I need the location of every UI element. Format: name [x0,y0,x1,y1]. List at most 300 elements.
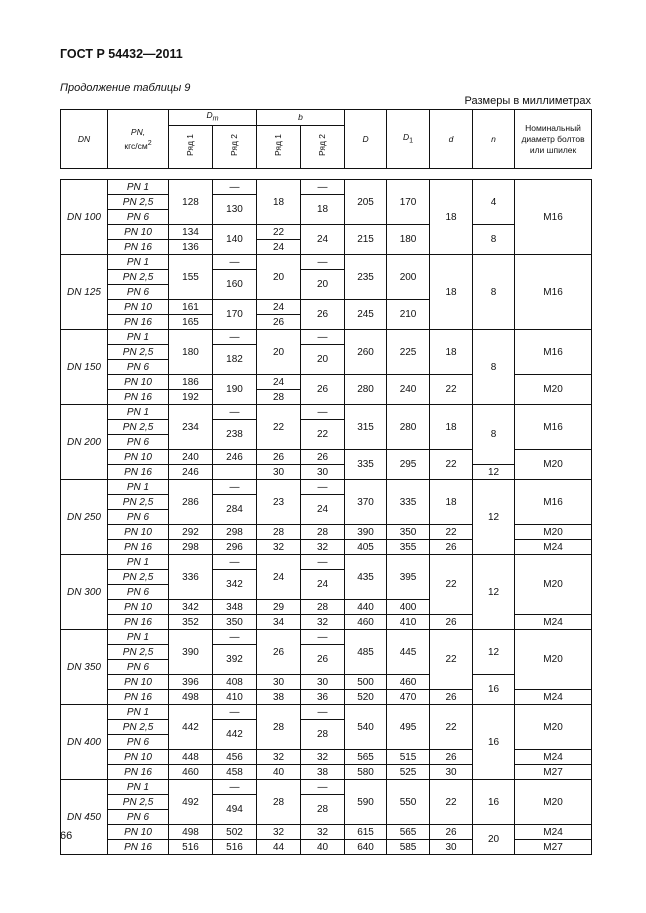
bolt-count-cell: 16 [473,705,515,780]
hole-diameter-cell: 18 [430,330,473,375]
d1-cell: 525 [387,765,430,780]
d1-cell: 210 [387,300,430,330]
d-outer-cell: 315 [345,405,387,450]
pn-cell: PN 2,5 [108,270,169,285]
hole-diameter-cell: 18 [430,405,473,450]
dn-cell: DN 350 [61,630,108,705]
d-outer-cell: 370 [345,480,387,525]
pn-cell: PN 6 [108,360,169,375]
b-row2-cell: 26 [301,375,345,405]
page-number: 66 [60,830,73,842]
header-dm-row1: Ряд 1 [169,126,213,169]
pn-cell: PN 16 [108,690,169,705]
d1-cell: 350 [387,525,430,540]
b-row2-cell: — [301,555,345,570]
hole-diameter-cell: 18 [430,255,473,330]
d-outer-cell: 435 [345,555,387,600]
bolt-size-cell: M24 [515,750,592,765]
dm-row2-cell: 442 [213,720,257,750]
d-outer-cell: 520 [345,690,387,705]
dm-row2-cell: — [213,480,257,495]
b-row1-cell: 44 [257,840,301,855]
dm-row2-cell: 516 [213,840,257,855]
b-row1-cell: 32 [257,825,301,840]
dn-cell: DN 400 [61,705,108,780]
d1-cell: 355 [387,540,430,555]
bolt-size-cell: M20 [515,525,592,540]
b-row1-cell: 40 [257,765,301,780]
d-outer-cell: 615 [345,825,387,840]
bolt-count-cell: 8 [473,255,515,330]
dm-row1-cell: 498 [169,825,213,840]
table-row [61,555,592,570]
b-row1-cell: 38 [257,690,301,705]
pn-cell: PN 16 [108,540,169,555]
pn-cell: PN 6 [108,810,169,825]
pn-cell: PN 6 [108,510,169,525]
dm-row2-cell: 456 [213,750,257,765]
pn-cell: PN 1 [108,405,169,420]
hole-diameter-cell: 22 [430,555,473,615]
dm-row1-cell: 286 [169,480,213,525]
pn-cell: PN 1 [108,330,169,345]
d1-cell: 550 [387,780,430,825]
b-row2-cell: 32 [301,825,345,840]
bolt-count-cell: 12 [473,480,515,555]
b-row1-cell: 30 [257,465,301,480]
b-row1-cell: 32 [257,750,301,765]
bolt-count-cell: 8 [473,330,515,405]
hole-diameter-cell: 22 [430,450,473,480]
table-row [61,225,592,240]
dm-row1-cell: 492 [169,780,213,825]
b-row2-cell: 30 [301,465,345,480]
bolt-count-cell: 8 [473,405,515,465]
bolt-count-cell: 12 [473,630,515,675]
header-b-row1: Ряд 1 [257,126,301,169]
b-row2-cell: — [301,480,345,495]
hole-diameter-cell: 22 [430,525,473,540]
b-row2-cell: 32 [301,750,345,765]
dm-row1-cell: 234 [169,405,213,450]
dn-cell: DN 250 [61,480,108,555]
bolt-size-cell: M24 [515,690,592,705]
pn-cell: PN 10 [108,225,169,240]
header-pn: PN, кгс/$см^2$ [108,110,169,169]
dm-row2-cell: 494 [213,795,257,825]
b-row2-cell: — [301,705,345,720]
dm-row1-cell: 292 [169,525,213,540]
dm-row2-cell: 392 [213,645,257,675]
hole-diameter-cell: 30 [430,840,473,855]
dm-row2-cell: 140 [213,225,257,255]
d-outer-cell: 405 [345,540,387,555]
hole-diameter-cell: 26 [430,615,473,630]
bolt-count-cell: 12 [473,465,515,480]
dn-cell: DN 100 [61,180,108,255]
dm-row2-cell: 342 [213,570,257,600]
b-row1-cell: 32 [257,540,301,555]
b-row1-cell: 28 [257,525,301,540]
pn-cell: PN 10 [108,750,169,765]
d1-cell: 470 [387,690,430,705]
d1-cell: 565 [387,825,430,840]
pn-cell: PN 1 [108,555,169,570]
bolt-size-cell: M20 [515,555,592,615]
bolt-size-cell: M27 [515,765,592,780]
pn-cell: PN 6 [108,585,169,600]
pn-cell: PN 1 [108,480,169,495]
b-row1-cell: 26 [257,630,301,675]
units-note: Размеры в миллиметрах [464,95,591,107]
b-row2-cell: 28 [301,525,345,540]
bolt-size-cell: M27 [515,840,592,855]
pn-cell: PN 2,5 [108,420,169,435]
b-row1-cell: 30 [257,675,301,690]
dm-row2-cell: 298 [213,525,257,540]
dm-row1-cell: 134 [169,225,213,240]
b-row1-cell: 23 [257,480,301,525]
table-caption: Продолжение таблицы 9 [60,82,191,94]
b-row1-cell: 28 [257,705,301,750]
d1-cell: 200 [387,255,430,300]
d1-cell: 400 [387,600,430,615]
b-row2-cell: — [301,780,345,795]
dm-row2-cell [213,465,257,480]
b-row2-cell: — [301,255,345,270]
pn-cell: PN 1 [108,255,169,270]
document-id: ГОСТ Р 54432—2011 [60,47,183,61]
pn-cell: PN 16 [108,315,169,330]
d-outer-cell: 235 [345,255,387,300]
header-spacer [61,169,592,180]
dm-row2-cell: — [213,630,257,645]
bolt-size-cell: M20 [515,375,592,405]
dm-row2-cell: 160 [213,270,257,300]
dm-row1-cell: 240 [169,450,213,465]
dm-row1-cell: 155 [169,255,213,300]
b-row2-cell: 28 [301,720,345,750]
d-outer-cell: 260 [345,330,387,375]
d1-cell: 180 [387,225,430,255]
dm-row2-cell: 182 [213,345,257,375]
table-row [61,405,592,420]
table-row [61,780,592,795]
b-row1-cell: 34 [257,615,301,630]
b-row2-cell: 20 [301,345,345,375]
bolt-count-cell: 4 [473,180,515,225]
dm-row1-cell: 396 [169,675,213,690]
b-row2-cell: 26 [301,450,345,465]
d1-cell: 585 [387,840,430,855]
pn-cell: PN 16 [108,765,169,780]
b-row1-cell: 24 [257,555,301,600]
bolt-size-cell: M16 [515,330,592,375]
dm-row2-cell: 284 [213,495,257,525]
table-row [61,465,592,480]
b-row1-cell: 29 [257,600,301,615]
bolt-size-cell: M24 [515,615,592,630]
hole-diameter-cell: 26 [430,750,473,765]
b-row1-cell: 24 [257,375,301,390]
d1-cell: 295 [387,450,430,480]
b-row2-cell: — [301,180,345,195]
dm-row2-cell: 348 [213,600,257,615]
dm-row1-cell: 161 [169,300,213,315]
dn-cell: DN 450 [61,780,108,855]
dm-row1-cell: 460 [169,765,213,780]
dn-cell: DN 150 [61,330,108,405]
dm-row1-cell: 246 [169,465,213,480]
d-outer-cell: 245 [345,300,387,330]
dm-row1-cell: 498 [169,690,213,705]
dm-row2-cell: 296 [213,540,257,555]
pn-cell: PN 2,5 [108,720,169,735]
pn-cell: PN 2,5 [108,345,169,360]
dm-row2-cell: 410 [213,690,257,705]
header-b: b [257,110,345,126]
pn-cell: PN 6 [108,285,169,300]
d-outer-cell: 390 [345,525,387,540]
b-row2-cell: 28 [301,600,345,615]
d1-cell: 170 [387,180,430,225]
bolt-size-cell: M16 [515,180,592,255]
d1-cell: 280 [387,405,430,450]
dm-row2-cell: 502 [213,825,257,840]
b-row1-cell: 20 [257,255,301,300]
dm-row1-cell: 165 [169,315,213,330]
b-row2-cell: 20 [301,270,345,300]
b-row2-cell: 40 [301,840,345,855]
pn-cell: PN 16 [108,465,169,480]
b-row1-cell: 24 [257,300,301,315]
pn-cell: PN 2,5 [108,570,169,585]
hole-diameter-cell: 26 [430,540,473,555]
d-outer-cell: 580 [345,765,387,780]
pn-cell: PN 1 [108,180,169,195]
b-row2-cell: 26 [301,645,345,675]
pn-cell: PN 6 [108,735,169,750]
d1-cell: 225 [387,330,430,375]
d-outer-cell: 205 [345,180,387,225]
header-b-row2: Ряд 2 [301,126,345,169]
bolt-size-cell: M20 [515,630,592,690]
b-row2-cell: 18 [301,195,345,225]
dm-row1-cell: 136 [169,240,213,255]
dm-row1-cell: 342 [169,600,213,615]
pn-cell: PN 10 [108,525,169,540]
hole-diameter-cell: 26 [430,825,473,840]
pn-cell: PN 10 [108,600,169,615]
pn-cell: PN 10 [108,375,169,390]
hole-diameter-cell: 22 [430,780,473,825]
dm-row1-cell: 186 [169,375,213,390]
d-outer-cell: 540 [345,705,387,750]
header-bolt: Номинальный диаметр болтов или шпилек [515,110,592,169]
table-row [61,480,592,495]
b-row2-cell: 30 [301,675,345,690]
flange-dimensions-table [60,109,592,855]
hole-diameter-cell: 26 [430,690,473,705]
bolt-count-cell: 16 [473,780,515,825]
dm-row2-cell: 246 [213,450,257,465]
bolt-size-cell: M24 [515,540,592,555]
b-row2-cell: 32 [301,615,345,630]
dm-row1-cell: 192 [169,390,213,405]
d-outer-cell: 280 [345,375,387,405]
d-outer-cell: 215 [345,225,387,255]
dm-row2-cell: 458 [213,765,257,780]
pn-cell: PN 10 [108,675,169,690]
dm-row1-cell: 448 [169,750,213,765]
b-row2-cell: 26 [301,300,345,330]
d-outer-cell: 460 [345,615,387,630]
pn-cell: PN 6 [108,210,169,225]
dm-row2-cell: — [213,255,257,270]
b-row1-cell: 18 [257,180,301,225]
dm-row2-cell: — [213,180,257,195]
table-row [61,705,592,720]
b-row2-cell: 24 [301,225,345,255]
pn-cell: PN 2,5 [108,195,169,210]
header-d: d [430,110,473,169]
d1-cell: 410 [387,615,430,630]
dn-cell: DN 300 [61,555,108,630]
b-row2-cell: 24 [301,570,345,600]
header-D1: $D_1$ [387,110,430,169]
dm-row2-cell: — [213,705,257,720]
pn-cell: PN 16 [108,240,169,255]
b-row2-cell: — [301,330,345,345]
bolt-size-cell: M16 [515,405,592,450]
b-row2-cell: 24 [301,495,345,525]
header-dn: DN [61,110,108,169]
bolt-size-cell: M16 [515,255,592,330]
dn-cell: DN 200 [61,405,108,480]
b-row2-cell: — [301,630,345,645]
header-D: D [345,110,387,169]
hole-diameter-cell: 22 [430,705,473,750]
table-row [61,675,592,690]
dm-row2-cell: — [213,405,257,420]
pn-cell: PN 10 [108,450,169,465]
hole-diameter-cell: 22 [430,375,473,405]
dm-row2-cell: 350 [213,615,257,630]
dm-row2-cell: 190 [213,375,257,405]
dm-row1-cell: 352 [169,615,213,630]
dm-row2-cell: — [213,780,257,795]
d1-cell: 495 [387,705,430,750]
d-outer-cell: 590 [345,780,387,825]
d1-cell: 445 [387,630,430,675]
dm-row1-cell: 298 [169,540,213,555]
b-row2-cell: 38 [301,765,345,780]
hole-diameter-cell: 18 [430,480,473,525]
pn-cell: PN 1 [108,630,169,645]
d-outer-cell: 335 [345,450,387,480]
b-row1-cell: 26 [257,450,301,465]
dm-row2-cell: 408 [213,675,257,690]
b-row2-cell: 22 [301,420,345,450]
pn-cell: PN 2,5 [108,795,169,810]
bolt-size-cell: M20 [515,705,592,750]
d1-cell: 335 [387,480,430,525]
dm-row1-cell: 442 [169,705,213,750]
b-row2-cell: 36 [301,690,345,705]
b-row2-cell: — [301,405,345,420]
d1-cell: 240 [387,375,430,405]
header-n: n [473,110,515,169]
bolt-count-cell: 20 [473,825,515,855]
bolt-size-cell: M24 [515,825,592,840]
d-outer-cell: 640 [345,840,387,855]
hole-diameter-cell: 30 [430,765,473,780]
dm-row2-cell: — [213,555,257,570]
b-row1-cell: 22 [257,405,301,450]
dm-row1-cell: 390 [169,630,213,675]
b-row1-cell: 28 [257,390,301,405]
b-row2-cell: 28 [301,795,345,825]
bolt-count-cell: 12 [473,555,515,630]
table-row [61,630,592,645]
b-row1-cell: 24 [257,240,301,255]
pn-cell: PN 1 [108,780,169,795]
table-row [61,825,592,840]
bolt-size-cell: M16 [515,480,592,525]
table-row [61,255,592,270]
d-outer-cell: 485 [345,630,387,675]
b-row1-cell: 22 [257,225,301,240]
d1-cell: 460 [387,675,430,690]
dm-row2-cell: — [213,330,257,345]
dm-row1-cell: 180 [169,330,213,375]
pn-cell: PN 6 [108,435,169,450]
dm-row2-cell: 238 [213,420,257,450]
pn-cell: PN 1 [108,705,169,720]
bolt-count-cell: 16 [473,675,515,705]
dm-row1-cell: 128 [169,180,213,225]
pn-cell: PN 6 [108,660,169,675]
d1-cell: 515 [387,750,430,765]
dm-row2-cell: 130 [213,195,257,225]
dm-row1-cell: 336 [169,555,213,600]
pn-cell: PN 16 [108,615,169,630]
dm-row2-cell: 170 [213,300,257,330]
dn-cell: DN 125 [61,255,108,330]
pn-cell: PN 10 [108,825,169,840]
b-row1-cell: 26 [257,315,301,330]
header-dm: $D_m$ [169,110,257,126]
d1-cell: 395 [387,555,430,600]
bolt-count-cell: 8 [473,225,515,255]
header-dm-row2: Ряд 2 [213,126,257,169]
bolt-size-cell: M20 [515,780,592,825]
table-row [61,330,592,345]
b-row2-cell: 32 [301,540,345,555]
pn-cell: PN 16 [108,840,169,855]
b-row1-cell: 28 [257,780,301,825]
d-outer-cell: 565 [345,750,387,765]
dm-row1-cell: 516 [169,840,213,855]
pn-cell: PN 16 [108,390,169,405]
bolt-size-cell: M20 [515,450,592,480]
pn-cell: PN 2,5 [108,495,169,510]
hole-diameter-cell: 22 [430,630,473,690]
d-outer-cell: 440 [345,600,387,615]
hole-diameter-cell: 18 [430,180,473,255]
pn-cell: PN 10 [108,300,169,315]
d-outer-cell: 500 [345,675,387,690]
